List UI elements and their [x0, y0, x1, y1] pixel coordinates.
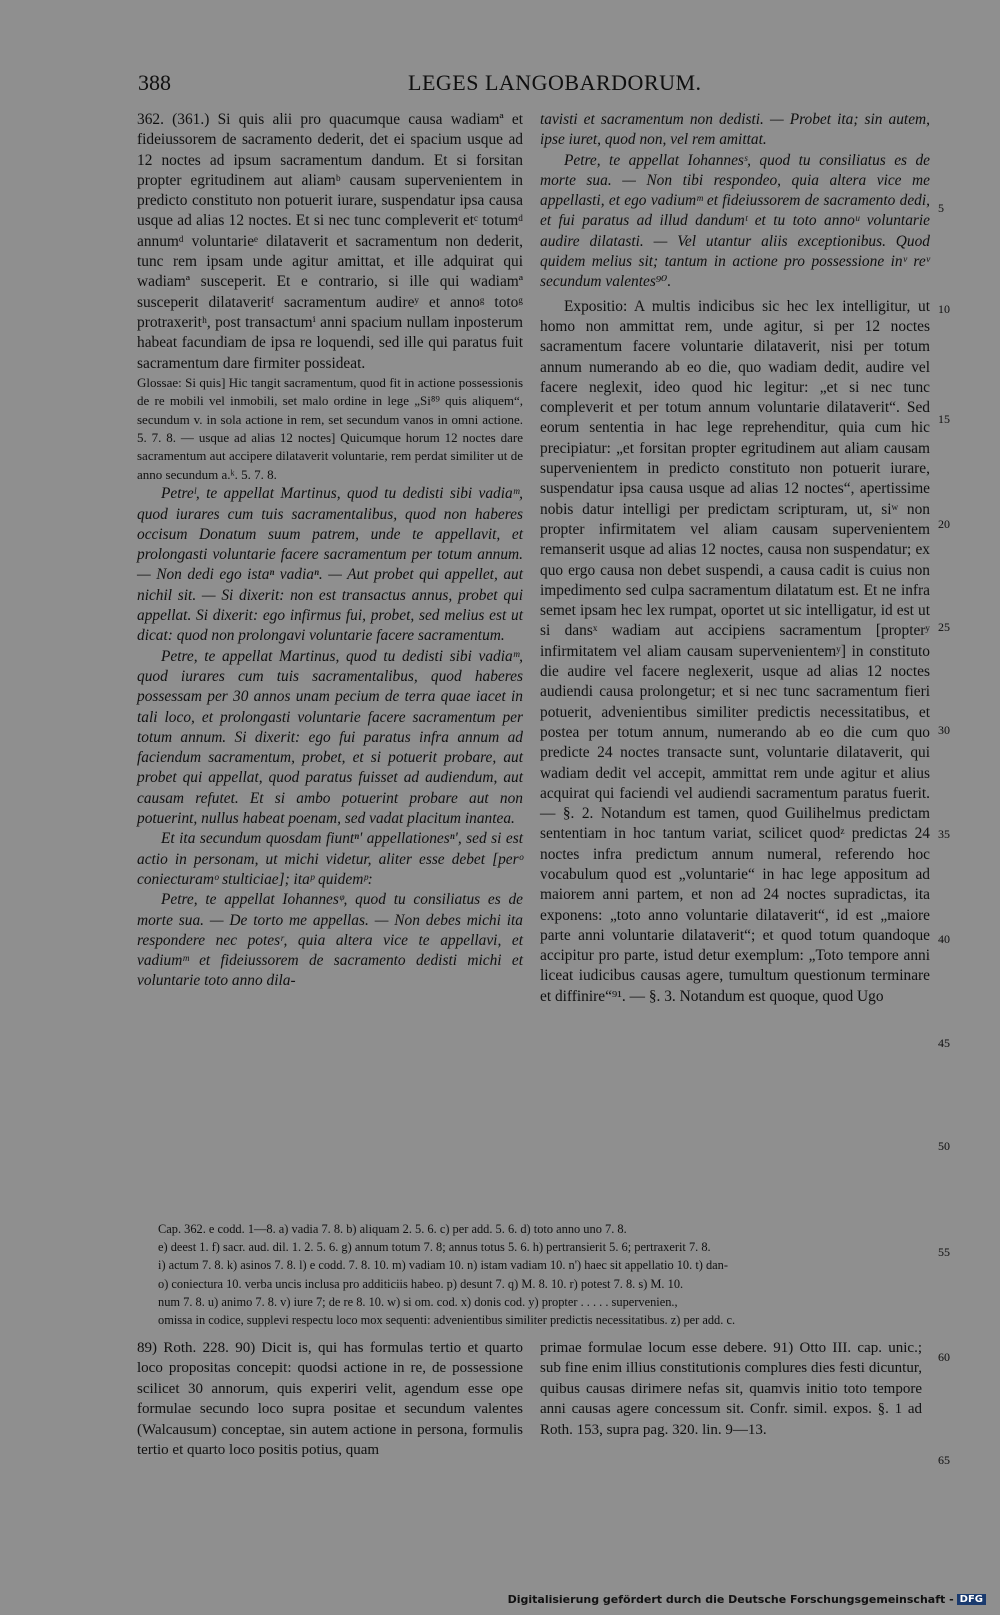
- line-number: 45: [938, 1036, 950, 1050]
- line-number: 25: [938, 620, 950, 634]
- formula-martinus-2: Petre, te appellat Martinus, quod tu dedisti sibi vadiaᵐ, quod iurares cum tuis sacramentalibus, quod haberes possessam per 30 annos unam pecium de terra quae iacet in tali loco, et prolongasti voluntarie facere sacramentum per totum annum. Si dixerit: ego fui paratus infra annum ad faciendum sacramentum, probet, et si potuerit probare, aut probet qui appellat, quod paratus fuisset ad audiendum, aut causam refutet. Et si ambo potuerint probare aut non potuerint, nullus habeat poenam, sed vadat placitum inantea.: [137, 647, 523, 828]
- line-number: 60: [938, 1350, 950, 1364]
- critical-note-line: o) coniectura 10. verba uncis inclusa pro additiciis habeo. p) desunt 7. q) M. 8. 10. r) potest 7. 8. s) M. 10.: [158, 1276, 684, 1291]
- dfg-logo: DFG: [957, 1594, 986, 1605]
- critical-note-line: omissa in codice, supplevi respectu loco mox sequenti: advenientibus similiter predictis necessitatibus. z) per add. c.: [158, 1313, 736, 1328]
- critical-note-line: num 7. 8. u) animo 7. 8. v) iure 7; de re 8. 10. w) si om. cod. x) donis cod. y) propter . . . . . supervenien.,: [158, 1294, 678, 1309]
- chapter-362-text: 362. (361.) Si quis alii pro quacumque causa wadiamª et fideiussorem de sacramento dederit, det ei spacium usque ad 12 noctes ad ipsum sacramentum dandum. Et si forsitan propter egritudinem aut aliamᵇ causam supervenientem in predicto constituto non potuerit iurare, suspendatur ipsa causa usque ad alias 12 noctes. Et si nec tunc compleverit etᶜ totumᵈ annumᵈ voluntarieᵉ dilataverit et sacramentum non dederit, tunc rem ipsam unde agitur amittat, et ille adquirat qui wadiamª susceperit. Et e contrario, si ille qui wadiamª susceperit dilataveritᶠ sacramentum audireʸ et annoᵍ totoᵍ protraxeritʰ, post transactumⁱ anni spacium nullam inposterum habeat facundiam de ipsa re loquendi, sed ille qui paratus fuit sacramentum dare firmiter possideat.: [137, 111, 523, 372]
- line-number: 65: [938, 1453, 950, 1467]
- formula-iohannes-1: Petre, te appellat Iohannesᵠ, quod tu consiliatus es de morte sua. — De torto me appellas. — Non debes michi ita respondere nec potesʳ, quia altera vice te appellavi, et vadiumᵐ et fideiussorem de sacramento dedisti michi et voluntarie toto anno dila-: [137, 891, 523, 990]
- running-title: LEGES LANGOBARDORUM.: [408, 70, 702, 95]
- critical-apparatus: [158, 1220, 918, 1329]
- formula-transition: Et ita secundum quosdam fiuntⁿ' appellationesⁿ', sed si est actio in personam, ut michi videtur, aliter esse debet [perᵒ coniecturamᵒ stulticiae]; itaᵖ quidemᵖ:: [137, 830, 523, 888]
- footnotes-right: primae formulae locum esse debere. 91) Otto III. cap. unic.; sub fine enim illius constitutionis complures dies festi dicuntur, quibus causas dirimere nefas sit, quamvis initio toto tempore anni causas agere concessum sit. Confr. simil. expos. §. 1 ad Roth. 153, supra pag. 320. lin. 9—13.: [540, 1340, 922, 1438]
- digitization-credit: [508, 1593, 986, 1606]
- critical-note-line: Cap. 362. e codd. 1—8. a) vadia 7. 8. b) aliquam 2. 5. 6. c) per add. 5. 6. d) toto anno uno 7. 8.: [158, 1222, 627, 1236]
- line-number: 20: [938, 517, 950, 531]
- line-number: 35: [938, 827, 950, 841]
- footnotes-left: 89) Roth. 228. 90) Dicit is, qui has formulas tertio et quarto loco propositas concepit: quodsi actione in re, de possessione scilicet 30 annorum, quis experiri velit, agendum esse ope formulae secundo loco supra positae et secundum valentes (Walcausum) conceptae, sin autem actione in persona, formulis tertio et quarto loco positis potius, quam: [137, 1340, 523, 1459]
- formula-martinus-1: Petreˡ, te appellat Martinus, quod tu dedisti sibi vadiaᵐ, quod iurares cum tuis sacramentalibus, quod non haberes occisum Donatum suum patrem, unde te appellavit, et prolongasti voluntarie facere sacramentum per totum annum. — Non dedi ego istaⁿ vadiaⁿ. — Aut probet qui appellet, aut nichil sit. — Si dixerit: non est transactus annus, probet qui appellat. Si dixerit: ego infirmus fui, probet, sed melius est ut dicat: quod non prolongavi voluntarie facere sacramentum.: [137, 485, 523, 645]
- page-header: [138, 70, 900, 102]
- glossae: Glossae: Si quis] Hic tangit sacramentum, quod fit in actione possessionis de re mobili vel inmobili, set malo ordine in lege „Si⁸⁹ quis aliquem“, secundum v. in sola actione in rem, set secundum vanos in omni actione. 5. 7. 8. — usque ad alias 12 noctes] Quicumque horum 12 noctes dare sacramentum aut accipere dilataverit voluntarie, rem perdat similiter ut de anno secundum a.ᵏ. 5. 7. 8.: [137, 374, 523, 482]
- credit-text: Digitalisierung gefördert durch die Deutsche Forschungsgemeinschaft -: [507, 1593, 954, 1606]
- line-number: 40: [938, 932, 950, 946]
- line-number: 30: [938, 723, 950, 737]
- formula-continuation: tavisti et sacramentum non dedisti. — Probet ita; sin autem, ipse iuret, quod non, vel rem amittat.: [540, 111, 930, 149]
- left-column: [137, 110, 523, 992]
- critical-note-line: i) actum 7. 8. k) asinos 7. 8. l) e codd. 7. 8. 10. m) vadiam 10. n) istam vadiam 10. n') haec sit appellatio 10. t) dan-: [158, 1258, 729, 1273]
- page-number: 388: [138, 70, 171, 95]
- line-number: 55: [938, 1245, 950, 1259]
- expositio: Expositio: A multis indicibus sic hec lex intelligitur, ut homo non ammittat rem, unde agitur, si per 12 noctes sacramentum facere voluntarie dilataverit, nisi per totum annum numerando ab eo die, quo wadiam dedit, audire vel facere neglexit, ideo quod hic legitur: „et si nec tunc compleverit et per totum annum voluntarie dilataverit“. Sed eorum sententia in hac lege reprehenditur, quia cum hic precipiatur: „et forsitan propter egritudinem aut aliam causam supervenientem in predicto constituto non potuerit iurare, suspendatur ipsa causa usque ad alias 12 noctes“, apertissime nobis datur intelligi per predictam scripturam, ut, siʷ non propter infirmitatem vel aliam causam supervenientem remanserit usque ad alias 12 noctes, causa non suspendatur; ex quo ergo causa non debet suspendi, a causa cadit is cuius non impedimento sed culpa sacramentum dilatatum est. Et ne infra semet ipsam hec lex rumpat, oportet ut sic intelligatur, id est ut si dansˣ wadiam aut accipiens sacramentum [propterʸ infirmitatem vel aliam causam supervenientemʸ] in constituto die audire vel facere neglexerit, usque ad alias 12 noctes audiendi causa prolongetur; et si nec tunc sacramentum fieri potuerit, advenientibus similiter predictis necessitatibus, et postea per totum annum, numerando ab eo die cum quo predicte 24 noctes transacte sunt, voluntarie dilataverit, qui wadiam dedit vel accepit, ammittat rem unde agitur et alius acquirat qui faciendi vel audiendi sacramentum paratus fuerit. — §. 2. Notandum est tamen, quod Guilihelmus predictam sententiam in hoc tantum variat, scilicet quodᶻ predictas 24 noctes infra predictum annum numeral, referendo hoc vocabulum quod est „voluntarie“ in hac lege appositum ad maiorem anni partem, et non ad 24 noctes supradictas, ita exponens: „toto anno voluntarie dilataverit“, id est „maiore parte anni voluntarie dilataverit“; et quod totum quandoque accipitur pro parte, istud detur exemplum: „Toto tempore anni liceat iudicibus causas agere, tumultum questionum terminare et diffinire“⁹¹. — §. 3. Notandum est quoque, quod Ugo: [540, 297, 930, 1005]
- right-column: [540, 110, 930, 1007]
- line-number: 5: [938, 201, 944, 215]
- critical-note-line: e) deest 1. f) sacr. aud. dil. 1. 2. 5. 6. g) annum totum 7. 8; annus totus 5. 6. h) pertransierit 5. 6; pertraxerit 7. 8.: [158, 1240, 711, 1255]
- line-number: 50: [938, 1139, 950, 1153]
- formula-iohannes-2: Petre, te appellat Iohannesˢ, quod tu consiliatus es de morte sua. — Non tibi respondeo, quia altera vice me appellasti, et ego vadiumᵐ et fideiussorem de sacramento dedi, et fui paratus ad illud dandumᵗ et tu toto annoᵘ voluntarie audire dilatasti. — Vel utantur aliis exceptionibus. Quod quidem melius sit; tantum in actione pro possessione inᵛ reᵛ secundum valentes⁹⁰.: [540, 151, 930, 291]
- line-number: 10: [938, 302, 950, 316]
- line-number: 15: [938, 412, 950, 426]
